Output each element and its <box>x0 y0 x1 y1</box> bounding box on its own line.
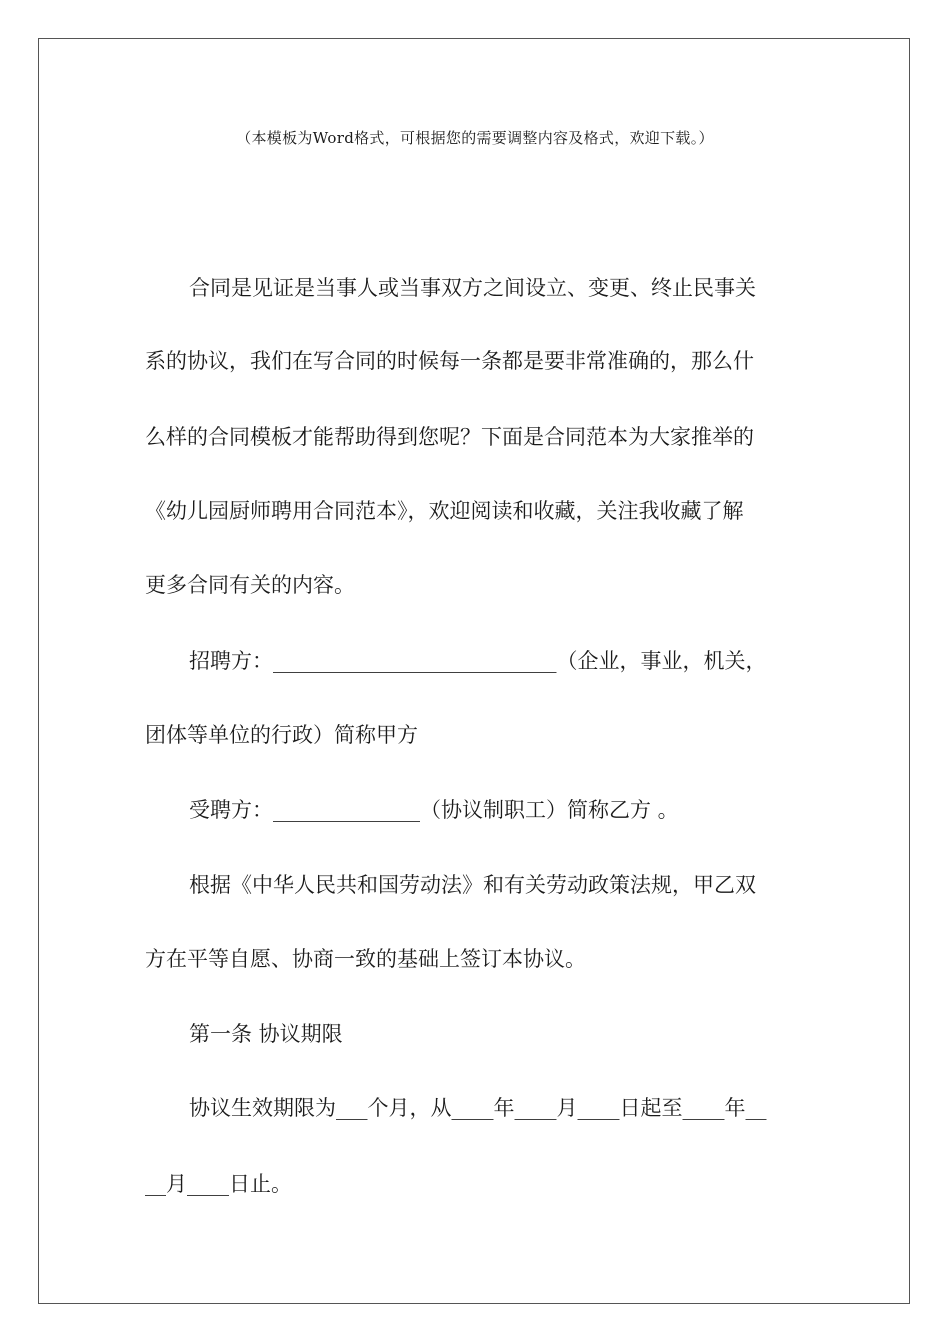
employer-line-2: 团体等单位的行政）简称甲方 <box>145 723 418 747</box>
legal-basis-line-1: 根据《中华人民共和国劳动法》和有关劳动政策法规，甲乙双 <box>189 873 756 897</box>
template-note: （本模板为Word格式，可根据您的需要调整内容及格式，欢迎下载。） <box>236 129 714 147</box>
legal-basis-line-2: 方在平等自愿、协商一致的基础上签订本协议。 <box>145 947 586 971</box>
intro-paragraph-line-3: 么样的合同模板才能帮助得到您呢？下面是合同范本为大家推举的 <box>145 425 754 449</box>
intro-paragraph-line-4: 《幼儿园厨师聘用合同范本》，欢迎阅读和收藏，关注我收藏了解 <box>145 499 744 523</box>
employee-line: 受聘方：______________（协议制职工）简称乙方 。 <box>189 798 679 822</box>
employer-line-1: 招聘方：___________________________（企业，事业，机关， <box>189 649 767 673</box>
intro-paragraph-line-2: 系的协议，我们在写合同的时候每一条都是要非常准确的，那么什 <box>145 349 754 373</box>
intro-paragraph-line-1: 合同是见证是当事人或当事双方之间设立、变更、终止民事关 <box>189 276 756 300</box>
article-1-heading: 第一条 协议期限 <box>189 1022 343 1046</box>
term-line-2: __月____日止。 <box>145 1172 292 1196</box>
term-line-1: 协议生效期限为___个月，从____年____月____日起至____年__ <box>189 1096 767 1120</box>
intro-paragraph-line-5: 更多合同有关的内容。 <box>145 573 355 597</box>
